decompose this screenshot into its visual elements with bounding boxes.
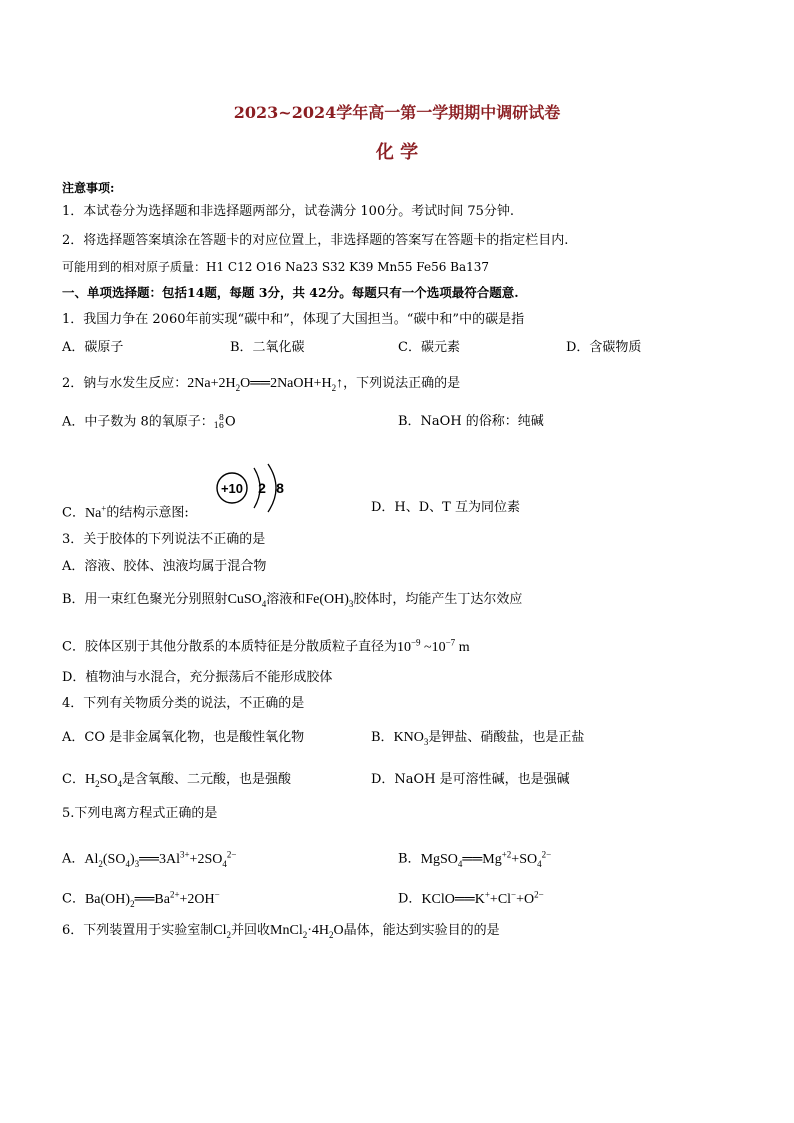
note-1: 1．本试卷分为选择题和非选择题两部分，试卷满分 100分。考试时间 75分钟. xyxy=(62,204,515,219)
electron-shell-2 xyxy=(268,464,276,512)
section-1-heading: 一、单项选择题：包括14题，每题 3分，共 42分。每题只有一个选项最符合题意. xyxy=(62,285,519,300)
q4-stem: 4．下列有关物质分类的说法，不正确的是 xyxy=(62,696,305,711)
note-2: 2．将选择题答案填涂在答题卡的对应位置上，非选择题的答案写在答题卡的指定栏目内. xyxy=(62,233,569,248)
q4-option-d: D．NaOH 是可溶性碱，也是强碱 xyxy=(371,772,570,787)
q1-option-d: D．含碳物质 xyxy=(566,340,642,355)
q3-option-b: B．用一束红色聚光分别照射CuSO$_4$溶液和$Fe(OH)_3$胶体时，均能产生丁达尔效应 xyxy=(62,592,523,609)
nucleus-charge: +10 xyxy=(220,481,244,496)
q5-option-c: C．$Ba(OH)_2══Ba^{2+}+2OH^-$ xyxy=(62,889,220,909)
q1-stem: 1．我国力争在 2060年前实现“碳中和”，体现了大国担当。“碳中和”中的碳是指 xyxy=(62,312,525,327)
q5-option-d: D．$KClO══K^++Cl^-+O^{2-}$ xyxy=(398,889,544,907)
q2-stem: 2．钠与水发生反应：$2Na+2H_2O══2NaOH+H_2↑$，下列说法正确的是 xyxy=(62,376,461,393)
q2-option-c: C．Na+的结构示意图: xyxy=(62,503,189,521)
q3-option-d: D．植物油与水混合，充分振荡后不能形成胶体 xyxy=(62,670,333,685)
sodium-ion-formula: Na+ xyxy=(84,503,107,521)
q1-option-a: A．碳原子 xyxy=(62,340,124,355)
atomic-masses: 可能用到的相对原子质量：H1 C12 O16 Na23 S32 K39 Mn55 Fe56 Ba137 xyxy=(62,260,490,274)
q4-option-b: B．$KNO_3$是钾盐、硝酸盐，也是正盐 xyxy=(371,730,585,747)
atomic-structure-diagram xyxy=(212,462,302,514)
shell-1-electrons: 2 xyxy=(258,480,266,496)
particle-size-range: $10^{-9}$ $\sim 10^{-7}$ m xyxy=(396,637,470,655)
q4-option-c: C．$H_2SO_4$是含氧酸、二元酸，也是强酸 xyxy=(62,772,291,789)
exam-title: 2023~2024学年高一第一学期期中调研试卷 xyxy=(233,103,561,122)
q1-option-c: C．碳元素 xyxy=(398,340,460,355)
q2-equation: $2Na+2H_2O══2NaOH+H_2↑$ xyxy=(187,376,344,393)
q5-option-a: A．$Al_2(SO_4)_3══3Al^{3+}+2SO_4^{2-}$ xyxy=(62,849,237,869)
q5-stem: 5.下列电离方程式正确的是 xyxy=(62,806,218,821)
isotope-notation: 8 16 xyxy=(213,413,224,430)
notes-heading: 注意事项: xyxy=(62,181,115,195)
shell-2-electrons: 8 xyxy=(276,480,284,496)
q2-option-b: B．NaOH 的俗称：纯碱 xyxy=(398,414,544,429)
q1-option-b: B．二氧化碳 xyxy=(230,340,305,355)
q6-stem: 6．下列装置用于实验室制$Cl_2$并回收$MnCl_2\cdot 4H_2O$晶体，能达到实验目的的是 xyxy=(62,923,500,940)
q5-option-b: B．$MgSO_4══Mg^{+2}+SO_4^{2-}$ xyxy=(398,849,552,869)
q3-option-c: C．胶体区别于其他分散系的本质特征是分散质粒子直径为$10^{-9}$ $\sim 10^{-7}$ m xyxy=(62,637,470,655)
q3-stem: 3．关于胶体的下列说法不正确的是 xyxy=(62,532,266,547)
q3-option-a: A．溶液、胶体、浊液均属于混合物 xyxy=(62,559,267,574)
q4-option-a: A．CO 是非金属氧化物，也是酸性氧化物 xyxy=(62,730,305,745)
q2-option-d: D．H、D、T 互为同位素 xyxy=(371,500,520,515)
exam-subject: 化 学 xyxy=(375,142,419,163)
q2-option-a: A．中子数为 8的氧原子： 8 16 O xyxy=(62,413,236,430)
